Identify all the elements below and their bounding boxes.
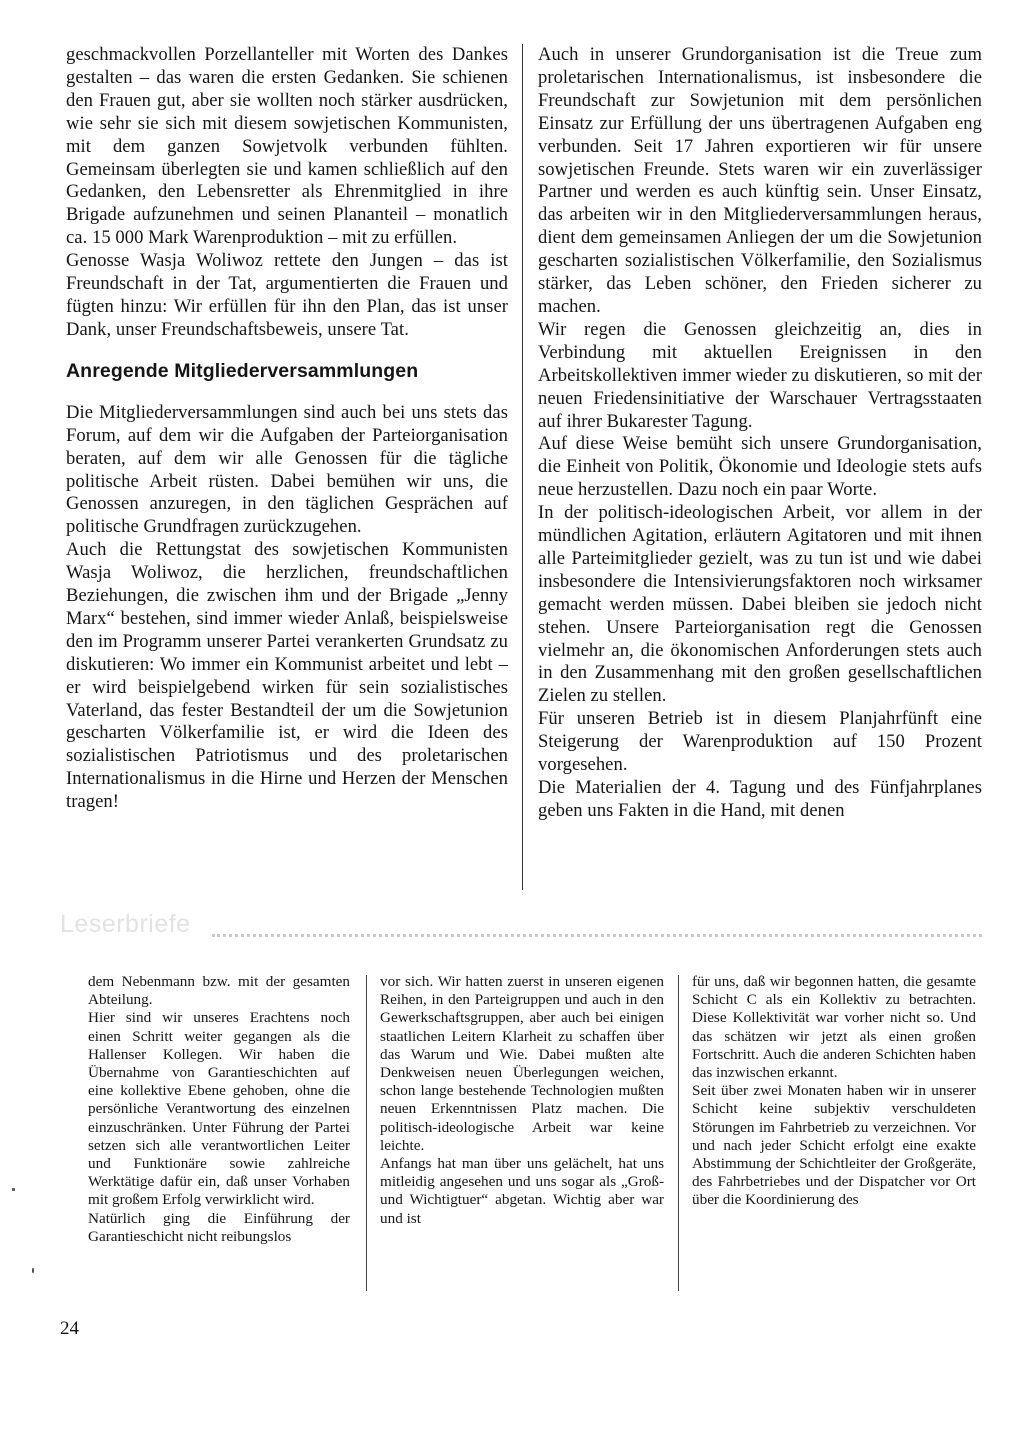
section-title: Leserbriefe <box>60 910 191 938</box>
scan-speck <box>32 1268 34 1273</box>
section-heading: Anregende Mitgliederversammlungen <box>66 359 419 382</box>
paragraph: Genosse Wasja Woliwoz rettete den Jungen – das ist Freundschaft in der Tat, argumentierten die Frauen und fügten hinzu: Wir erfüllen für ihn den Plan, das ist unser Dank, unser Freundschaftsbeweis, unsere Tat. <box>66 250 508 340</box>
column-divider <box>678 975 679 1291</box>
column-divider <box>522 44 523 890</box>
paragraph: dem Nebenmann bzw. mit der gesamten Abteilung. <box>88 973 350 1009</box>
paragraph: Die Mitgliederversammlungen sind auch bei uns stets das Forum, auf dem wir die Aufgaben der Parteiorganisation beraten, auf dem wir alle Genossen für die tägliche politische Arbeit rüsten. Dabei bemühen wir uns, die Genossen anzuregen, in den täglichen Gesprächen auf politische Grundfragen zurückzugehen. <box>66 401 508 538</box>
paragraph: In der politisch-ideologischen Arbeit, vor allem in der mündlichen Agitation, erläutern Agitatoren und mit ihnen alle Parteimitglieder gezielt, was zu tun ist und wie dabei insbesondere die Intensivierungsfaktoren noch wirksamer gemacht werden müssen. Dabei bleiben sie jedoch nicht stehen. Unsere Parteiorganisation regt die Genossen vielmehr an, die ökonomischen Anforderungen stets auch in den Zusammenhang mit den großen gesellschaftlichen Zielen zu stellen. <box>538 502 982 707</box>
upper-right-column <box>538 44 982 904</box>
lower-column-3 <box>692 973 976 1303</box>
paragraph: Hier sind wir unseres Erachtens noch einen Schritt weiter gegangen als die Hallenser Kollegen. Wir haben die Übernahme von Garantieschichten auf eine kollektive Ebene gehoben, ohne die persönliche Verantwortung des einzelnen einzuschränken. Unter Führung der Partei setzen sich alle verantwortlichen Leiter und Funktionäre sowie zahlreiche Werktätige dafür ein, daß unser Vorhaben mit großem Erfolg verwirklicht wird. <box>88 1009 350 1209</box>
lower-column-1 <box>88 973 350 1303</box>
paragraph: Natürlich ging die Einführung der Garantieschicht nicht reibungslos <box>88 1209 350 1245</box>
lower-column-2 <box>380 973 664 1303</box>
scan-speck <box>12 1188 15 1191</box>
paragraph: Die Materialien der 4. Tagung und des Fünfjahrplanes geben uns Fakten in die Hand, mit denen <box>538 777 982 821</box>
paragraph: Für unseren Betrieb ist in diesem Planjahrfünft eine Steigerung der Warenproduktion auf 150 Prozent vorgesehen. <box>538 708 982 776</box>
paragraph: für uns, daß wir begonnen hatten, die gesamte Schicht C als ein Kollektiv zu betrachten. Diese Kollektivität war vorher nicht so. Und das schätzen wir jetzt als einen großen Fortschritt. Auch die anderen Schichten haben das inzwischen erkannt. <box>692 973 976 1082</box>
paragraph: Auch die Rettungstat des sowjetischen Kommunisten Wasja Woliwoz, die herzlichen, freundschaftlichen Beziehungen, die zwischen ihm und der Brigade „Jenny Marx“ bestehen, sind immer wieder Anlaß, beispielsweise den im Programm unserer Partei verankerten Grundsatz zu diskutieren: Wo immer ein Kommunist arbeitet und lebt – er wird beispielgebend wirken für sein sozialistisches Vaterland, das fester Bestandteil der um die Sowjetunion gescharten Völkerfamilie ist, er wird die Ideen des sozialistischen Patriotismus und des proletarischen Internationalismus in die Hirne und Herzen der Menschen tragen! <box>66 539 508 813</box>
paragraph: Seit über zwei Monaten haben wir in unserer Schicht keine subjektiv verschuldeten Störungen im Fahrbetrieb zu verzeichnen. Vor und nach jeder Schicht erfolgt eine exakte Abstimmung der Schichtleiter der Großgeräte, des Fahrbetriebes und der Dispatcher vor Ort über die Koordinierung des <box>692 1082 976 1209</box>
upper-left-column <box>66 44 508 904</box>
paragraph: geschmackvollen Porzellanteller mit Worten des Dankes gestalten – das waren die ersten Gedanken. Sie schienen den Frauen gut, aber sie wollten noch stärker ausdrücken, wie sehr sie sich mit diesem sowjetischen Kommunisten, mit dem ganzen Sowjetvolk verbunden fühlten. Gemeinsam überlegten sie und kamen schließlich auf den Gedanken, den Lebensretter als Ehrenmitglied in ihre Brigade aufzunehmen und seinen Plananteil – monatlich ca. 15 000 Mark Warenproduktion – mit zu erfüllen. <box>66 44 508 249</box>
section-band-leserbriefe <box>60 908 982 948</box>
section-dotted-rule <box>212 934 982 937</box>
paragraph: Auf diese Weise bemüht sich unsere Grundorganisation, die Einheit von Politik, Ökonomie und Ideologie stets aufs neue herzustellen. Dazu noch ein paar Worte. <box>538 433 982 501</box>
page-number: 24 <box>60 1318 79 1339</box>
column-divider <box>366 975 367 1291</box>
paragraph: vor sich. Wir hatten zuerst in unseren eigenen Reihen, in den Parteigruppen und auch in den Gewerkschaftsgruppen, aber auch bei einigen staatlichen Leitern Klarheit zu schaffen über das Warum und Wie. Dabei mußten alte Denkweisen neuen Überlegungen weichen, schon lange bestehende Technologien mußten neuen Erkenntnissen Platz machen. Die politisch-ideologische Arbeit war keine leichte. <box>380 973 664 1154</box>
paragraph: Anfangs hat man über uns gelächelt, hat uns mitleidig angesehen und uns sogar als „Groß- und Wichtigtuer“ abgetan. Wichtig aber war und ist <box>380 1155 664 1227</box>
paragraph: Auch in unserer Grundorganisation ist die Treue zum proletarischen Internationalismus, ist insbesondere die Freundschaft zur Sowjetunion mit dem persönlichen Einsatz zur Erfüllung der uns übertragenen Aufgaben eng verbunden. Seit 17 Jahren exportieren wir für unsere sowjetischen Freunde. Stets waren wir ein zuverlässiger Partner und werden es auch künftig sein. Unser Einsatz, das arbeiten wir in den Mitgliederversammlungen heraus, dient dem gemeinsamen Anliegen der um die Sowjetunion gescharten sozialistischen Völkerfamilie, den Sozialismus stärker, das Leben schöner, den Frieden sicherer zu machen. <box>538 44 982 317</box>
paragraph: Wir regen die Genossen gleichzeitig an, dies in Verbindung mit aktuellen Ereignissen in den Arbeitskollektiven immer wieder zu diskutieren, so mit der neuen Friedensinitiative der Warschauer Vertragsstaaten auf ihrer Bukarester Tagung. <box>538 318 982 432</box>
